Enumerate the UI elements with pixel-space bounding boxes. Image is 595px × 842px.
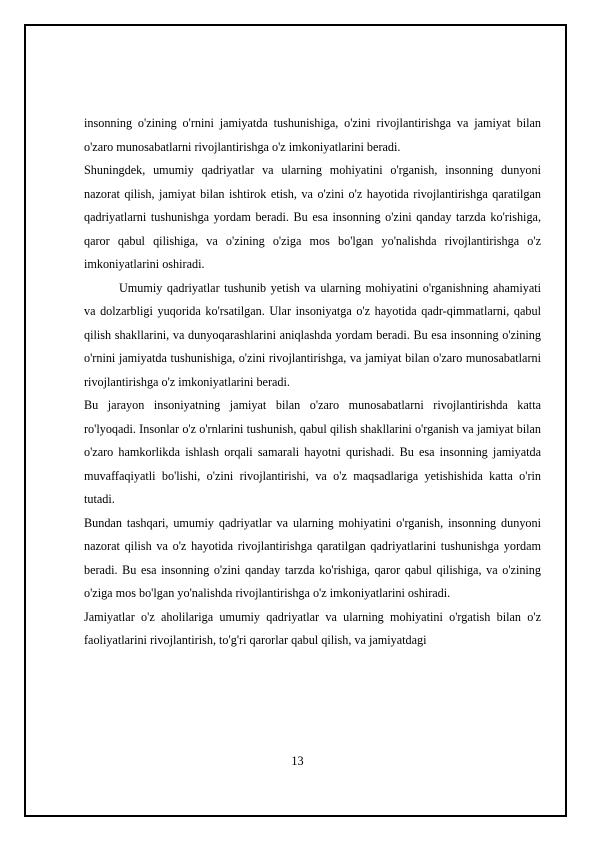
document-body (84, 112, 541, 653)
paragraph-6: Jamiyatlar o'z aholilariga umumiy qadriyatlar va ularning mohiyatini o'rgatish bilan o'z faoliyatlarini rivojlantirish, to'g'ri qarorlar qabul qilish, va jamiyatdagi (84, 609, 541, 647)
paragraph-4: Bu jarayon insoniyatning jamiyat bilan o'zaro munosabatlarni rivojlantirishda katta ro'lyoqadi. Insonlar o'z o'rnlarini tushunish, qabul qilish shakllarini o'rganish va jamiyat bilan o'zaro hamkorlikda ishlash orqali samarali hayotni qurishadi. Bu esa insonning jamiyatda muvaffaqiyatli bo'lishi, o'zini rivojlantirishi, va o'z maqsadlariga yetishishida katta o'rin tutadi. (84, 398, 541, 506)
paragraph-3: Umumiy qadriyatlar tushunib yetish va ularning mohiyatini o'rganishning ahamiyati va dolzarbligi yuqorida ko'rsatilgan. Ular insoniyatga o'z hayotida qadr-qimmatlarni, qabul qilish shakllarini, va dunyoqarashlarini aniqlashda yordam beradi. Bu esa insonning o'zining o'rnini jamiyatda tushunishiga, o'zini rivojlantirishga, va jamiyat bilan o'zaro munosabatlarni rivojlantirishga o'z imkoniyatlarini beradi. (84, 280, 541, 389)
paragraph-1: insonning o'zining o'rnini jamiyatda tushunishiga, o'zini rivojlantirishga va jamiyat bilan o'zaro munosabatlarni rivojlantirishga o'z imkoniyatlarini beradi. (84, 116, 541, 154)
page-number: 13 (291, 754, 304, 768)
paragraph-5: Bundan tashqari, umumiy qadriyatlar va ularning mohiyatini o'rganish, insonning dunyoni nazorat qilish va o'z hayotida rivojlantirishga qaratilgan qadriyatlarini tushunishga yordam beradi. Bu esa insonning o'zini qanday tarzda ko'rishiga, qaror qabul qilishiga, va o'zining o'ziga mos bo'lgan yo'nalishda rivojlantirishga o'z imkoniyatlarini oshiradi. (84, 515, 541, 600)
paragraph-2: Shuningdek, umumiy qadriyatlar va ularning mohiyatini o'rganish, insonning dunyoni nazorat qilish, jamiyat bilan ishtirok etish, va o'zini o'z hayotida rivojlantirishga qaratilgan qadriyatlarni tushunishga yordam beradi. Bu esa insonning o'zini qanday tarzda ko'rishiga, qaror qabul qilishiga, va o'zining o'ziga mos bo'lgan yo'nalishda rivojlantirishga o'z imkoniyatlarini oshiradi. (84, 163, 541, 271)
